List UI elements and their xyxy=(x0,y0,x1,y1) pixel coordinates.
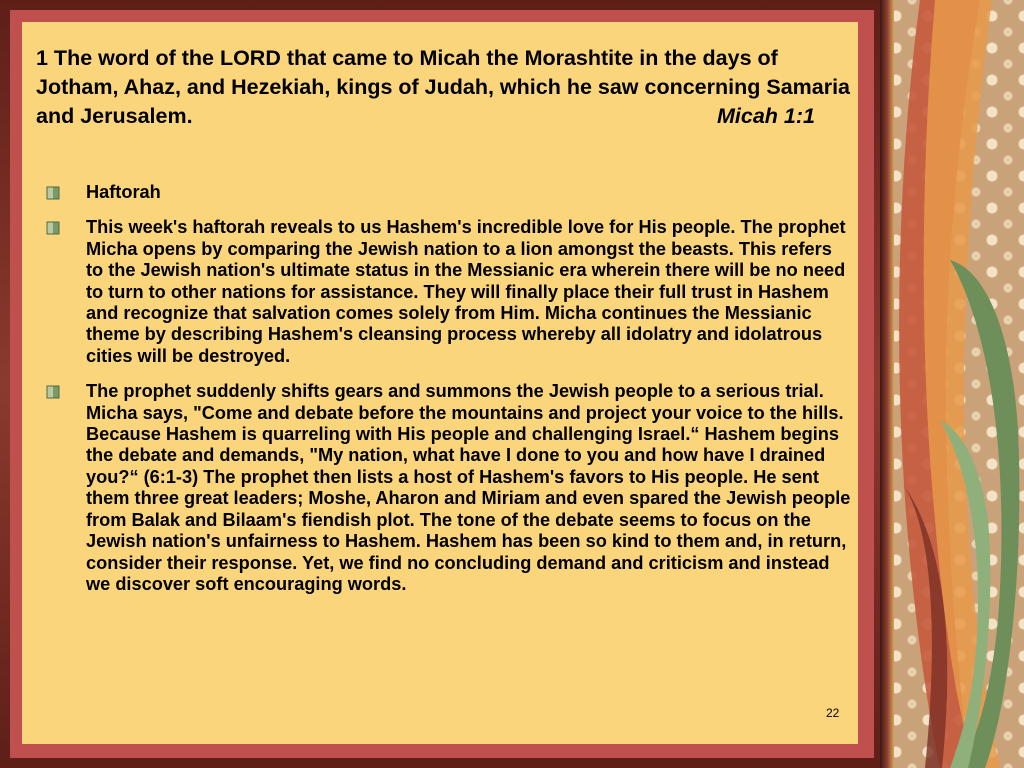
title-text: 1 The word of the LORD that came to Micah the Morashtite in the days of Jotham, Ahaz, and Hezekiah, kings of Judah, which he saw concerning Samaria and Jerusalem. xyxy=(36,46,851,128)
bullet-item xyxy=(46,217,852,367)
bullet-list xyxy=(46,182,852,595)
square-bullet-icon xyxy=(46,221,60,235)
decorative-panel xyxy=(880,0,1024,768)
page-number: 22 xyxy=(826,706,840,720)
slide-title xyxy=(36,44,856,131)
bullet-item xyxy=(46,381,852,595)
bullet-text: This week's haftorah reveals to us Hashem's incredible love for His people. The prophet Micha opens by comparing the Jewish nation to a lion amongst the beasts. This refers to the Jewish nation's ultimate status in the Messianic era wherein there will be no need to turn to other nations for assistance. They will finally place their full trust in Hashem and recognize that salvation comes solely from Him. Micha continues the Messianic theme by describing Hashem's cleansing process whereby all idolatry and idolatrous cities will be destroyed. xyxy=(86,217,846,366)
square-bullet-icon xyxy=(46,186,60,200)
decorative-leaves-graphic xyxy=(880,0,1024,768)
square-bullet-icon xyxy=(46,385,60,399)
bullet-text: The prophet suddenly shifts gears and summons the Jewish people to a serious trial. Micha says, "Come and debate before the mountains and project your voice to the hills. Because Hashem is quarreling with His people and challenging Israel.“ Hashem begins the debate and demands, "My nation, what have I done to you and how have I drained you?“ (6:1-3) The prophet then lists a host of Hashem's favors to His people. He sent them three great leaders; Moshe, Aharon and Miriam and even spared the Jewish people from Balak and Bilaam's fiendish plot. The tone of the debate seems to focus on the Jewish nation's unfairness to Hashem. Hashem has been so kind to them and, in return, consider their response. Yet, we find no concluding demand and criticism and instead we discover soft encouraging words. xyxy=(86,381,851,594)
bullet-item xyxy=(46,182,852,203)
scripture-reference: Micah 1:1 xyxy=(717,104,815,128)
bullet-text: Haftorah xyxy=(86,182,161,202)
